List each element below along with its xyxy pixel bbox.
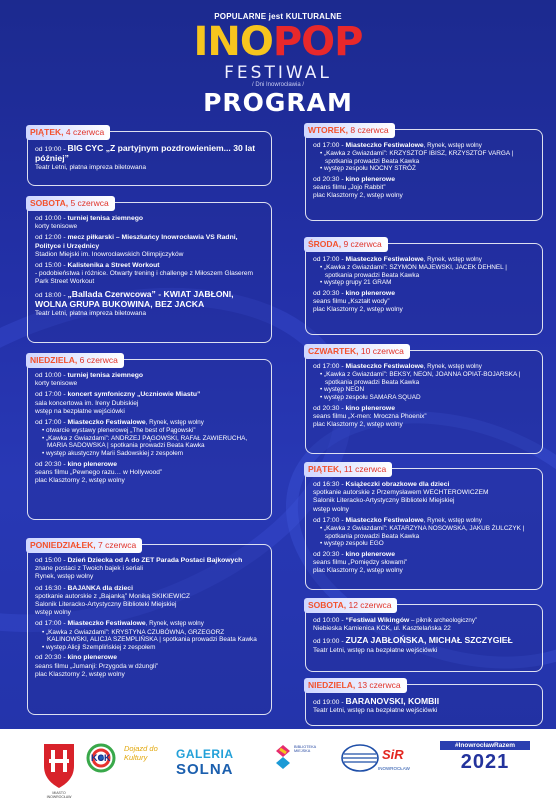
day-heading <box>304 237 388 252</box>
kck-logo <box>86 743 116 777</box>
dojazd-logo <box>124 745 168 762</box>
event-title: Miasteczko Festiwalowe <box>345 516 424 524</box>
event-time: od 18:00 - <box>35 291 68 299</box>
day-heading <box>304 678 407 693</box>
kck-text: KCK <box>91 753 111 763</box>
event-detail: , Rynek, wstęp wolny <box>423 363 482 370</box>
event-bullet <box>313 371 536 386</box>
event-time: od 17:00 - <box>35 391 68 399</box>
event-detail: , Rynek, wstęp wolny <box>423 516 482 524</box>
event-item <box>35 654 265 679</box>
day-separator: , <box>74 355 80 365</box>
event-title: kino plenerowe <box>67 460 117 468</box>
event-item <box>35 290 265 319</box>
galeria-solna-logo <box>176 747 234 778</box>
event-bullet <box>313 264 536 279</box>
event-heading <box>313 697 536 707</box>
bullet-text: występ akustyczny Marii Sadowskiej z zespołem <box>46 450 184 457</box>
event-title: kino plenerowe <box>345 550 395 558</box>
event-line: Niebieska Kamienica KCK, ul. Kasztelańska 22 <box>313 625 451 633</box>
event-heading <box>35 620 265 628</box>
day-date: 11 czerwca <box>343 464 387 474</box>
event-item <box>35 144 265 173</box>
bullet-text: „Kawka z Gwiazdami”: KRYSTYNA CZUBÓWNA, GRZEGORZ KALINOWSKI, ALICJA SZEMPLIŃSKA | spotkania prowadzi Beata Kawka <box>46 628 257 644</box>
event-bullet <box>313 279 536 287</box>
day-card <box>27 355 272 520</box>
event-heading <box>313 636 536 646</box>
event-heading <box>35 461 265 469</box>
event-heading <box>35 290 265 310</box>
event-heading <box>313 405 536 413</box>
event-line: wstęp wolny <box>313 505 349 513</box>
day-card <box>305 464 543 590</box>
bullet-icon: • <box>42 434 47 442</box>
event-bullet <box>35 450 265 458</box>
day-of-week: PIĄTEK <box>30 127 62 137</box>
event-heading <box>35 144 265 164</box>
event-title: ZUZA JABŁOŃSKA, MICHAŁ SZCZYGIEŁ <box>345 635 513 646</box>
event-line: seans filmu „X-men: Mroczna Phoenix” <box>313 412 427 420</box>
event-heading <box>313 176 536 184</box>
bullet-icon: • <box>42 643 47 651</box>
day-events <box>313 256 536 315</box>
day-separator: , <box>93 540 99 550</box>
razem-hashtag: #InowrocławRazem <box>440 741 530 750</box>
event-line: Salonik Literacko-Artystyczny Biblioteki Miejskiej <box>313 497 455 505</box>
logo-ino: INO <box>193 19 273 65</box>
event-bullet <box>313 525 536 540</box>
event-line: seans filmu „Pomiędzy słowami” <box>313 559 408 566</box>
event-title: “Festiwal Wikingów <box>345 617 410 624</box>
event-item <box>35 461 265 486</box>
event-line: spotkanie autorskie z Przemysławem WECHTEROWICZEM <box>313 489 489 497</box>
event-title: koncert symfoniczny „Uczniowie Miastu” <box>67 391 201 399</box>
event-time: od 10:00 - <box>313 617 346 624</box>
event-time: od 20:30 - <box>313 289 346 297</box>
bullet-icon: • <box>42 427 47 435</box>
event-time: od 20:30 - <box>313 550 346 558</box>
day-of-week: WTOREK <box>308 125 346 135</box>
event-time: od 16:30 - <box>35 584 68 592</box>
event-title: turniej tenisa ziemnego <box>67 372 144 379</box>
event-item <box>35 557 265 582</box>
event-line: - podobieństwa i różnice. Otwarty trening i challenge z Miłoszem Glaserem <box>35 270 254 278</box>
event-line: Salonik Literacko-Artystyczny Biblioteki Miejskiej <box>35 601 177 609</box>
bullet-icon: • <box>320 371 325 379</box>
event-title: Kalistenika a Street Workout <box>67 262 160 270</box>
bullet-text: występ zespołu SAMARA SQUAD <box>324 393 421 401</box>
event-line: wstęp wolny <box>35 609 71 617</box>
year-text: 2021 <box>460 751 510 773</box>
event-item <box>313 256 536 287</box>
event-title: Miasteczko Festiwalowe <box>67 620 146 628</box>
bullet-icon: • <box>42 628 47 636</box>
event-item <box>35 372 265 388</box>
event-time: od 19:00 - <box>313 699 346 706</box>
day-events <box>313 617 536 655</box>
dni-label: / Dni Inowrocławia / <box>251 82 305 88</box>
event-item <box>313 636 536 654</box>
event-bullet <box>35 629 265 644</box>
event-bullet <box>35 644 265 652</box>
program-title: PROGRAM <box>203 88 353 117</box>
bullet-text: występ zespołu EGO <box>324 540 384 548</box>
city-coat-of-arms-logo <box>40 741 78 799</box>
event-heading <box>313 617 536 625</box>
event-time: od 19:00 - <box>35 146 68 153</box>
event-line: plac Klasztorny 2, wstęp wolny <box>313 420 403 428</box>
bullet-icon: • <box>320 279 325 287</box>
event-title: BAJANKA dla dzieci <box>67 584 133 592</box>
event-detail: , Rynek, wstęp wolny <box>423 256 482 263</box>
event-heading <box>313 142 536 150</box>
event-line: znane postaci z Twoich bajek i seriali <box>35 565 143 573</box>
day-events <box>313 363 536 429</box>
day-heading <box>26 353 124 368</box>
day-separator: , <box>345 125 351 135</box>
day-separator: , <box>339 464 344 474</box>
event-line: Teatr Letni, wstęp na bezpłatne wejściówki <box>313 646 438 654</box>
event-time: od 17:00 - <box>313 256 346 263</box>
event-line: plac Klasztorny 2, wstęp wolny <box>313 567 403 575</box>
event-line: plac Klasztorny 2, wstęp wolny <box>313 306 403 314</box>
event-heading <box>313 517 536 525</box>
day-events <box>35 557 265 679</box>
razem-2021-logo <box>440 741 530 774</box>
bullet-text: „Kawka z Gwiazdami”: SZYMON MAJEWSKI, JACEK DEHNEL | spotkania prowadzi Beata Kawka <box>324 264 507 279</box>
day-separator: , <box>61 127 66 137</box>
library-text: BIBLIOTEKA MIEJSKA <box>294 745 316 754</box>
library-logo <box>272 741 328 777</box>
event-line: seans filmu „Kształt wody” <box>313 298 390 306</box>
event-heading <box>35 372 265 380</box>
event-bullet <box>313 150 536 165</box>
day-heading <box>304 462 392 477</box>
event-line: wstęp na bezpłatne wejściówki <box>35 407 125 415</box>
event-heading <box>35 585 265 593</box>
event-heading <box>35 654 265 662</box>
event-item <box>35 419 265 458</box>
event-title: turniej tenisa ziemnego <box>67 215 144 222</box>
event-bullet <box>313 165 536 173</box>
day-separator: , <box>343 600 349 610</box>
bullet-text: występ grupy 21 GRAM <box>324 279 392 287</box>
bullet-text: „Kawka z Gwiazdami”: ANDRZEJ PĄGOWSKI, RAFAŁ ZAWIERUCHA, MARIA SADOWSKA | spotkania prowadzi Beata Kawka <box>46 434 248 450</box>
bullet-text: „Kawka z Gwiazdami”: KATARZYNA NOSOWSKA, JAKUB ŻULCZYK | spotkania prowadzi Beata Kawka <box>324 525 525 540</box>
dojazd-text: Dojazd do Kultury <box>124 744 158 762</box>
day-events <box>313 142 536 201</box>
event-line: korty tenisowe <box>35 380 78 388</box>
event-title: kino plenerowe <box>67 654 117 662</box>
event-title: Miasteczko Festiwalowe <box>345 142 424 149</box>
event-time: od 10:00 - <box>35 372 68 379</box>
event-heading <box>313 481 536 489</box>
event-time: od 17:00 - <box>35 419 68 427</box>
day-card <box>27 127 272 186</box>
event-line: sala koncertowa im. Ireny Dubiskiej <box>35 399 139 407</box>
event-item <box>313 290 536 315</box>
day-card <box>27 540 272 715</box>
event-line: seans filmu „Jumanji: Przygoda w dżungli” <box>35 662 159 670</box>
day-card <box>305 239 543 335</box>
event-heading <box>35 557 265 565</box>
event-heading <box>35 391 265 399</box>
event-item <box>35 391 265 416</box>
event-line: Teatr Letni, wstęp na bezpłatne wejściówki <box>313 707 438 715</box>
event-item <box>313 617 536 633</box>
event-item <box>313 405 536 430</box>
event-line: korty tenisowe <box>35 223 78 231</box>
city-caption: MIASTO INOWROCŁAW <box>46 791 72 799</box>
day-separator: , <box>352 680 358 690</box>
event-detail: , Rynek, wstęp wolny <box>145 419 204 427</box>
day-separator: , <box>356 346 361 356</box>
event-item <box>35 620 265 651</box>
event-line: plac Klasztorny 2, wstęp wolny <box>35 670 125 678</box>
day-heading <box>304 598 397 613</box>
event-item <box>35 585 265 618</box>
day-of-week: NIEDZIELA <box>308 680 353 690</box>
event-time: od 12:00 - <box>35 234 68 242</box>
event-item <box>313 517 536 548</box>
bullet-icon: • <box>320 264 325 272</box>
event-item <box>313 697 536 715</box>
day-date: 10 czerwca <box>360 346 404 356</box>
event-item <box>313 176 536 201</box>
festival-logo <box>0 19 556 65</box>
event-bullet <box>35 435 265 450</box>
event-detail: , Rynek, wstęp wolny <box>145 620 204 628</box>
tagline: POPULARNE jest KULTURALNE <box>214 12 342 21</box>
event-line: seans filmu „Jojo Rabbit” <box>313 184 386 192</box>
event-bullet <box>313 386 536 394</box>
event-detail: – piknik archeologiczny” <box>409 617 478 624</box>
event-line: plac Klasztorny 2, wstęp wolny <box>35 477 125 484</box>
bullet-icon: • <box>320 165 325 173</box>
festiwal-label: FESTIWAL <box>224 63 332 83</box>
day-of-week: NIEDZIELA <box>30 355 75 365</box>
day-card <box>305 125 543 221</box>
event-heading <box>313 551 536 559</box>
day-date: 12 czerwca <box>348 600 392 610</box>
event-item <box>313 481 536 514</box>
event-item <box>313 142 536 173</box>
bullet-text: występ zespołu NOCNY STRÓŻ <box>324 165 416 173</box>
day-date: 4 czerwca <box>65 127 105 137</box>
day-card <box>305 680 543 726</box>
day-date: 6 czerwca <box>79 355 118 365</box>
event-item <box>313 363 536 402</box>
event-title: Miasteczko Festiwalowe <box>67 419 146 427</box>
event-time: od 17:00 - <box>313 142 346 149</box>
day-separator: , <box>338 239 344 249</box>
day-of-week: SOBOTA <box>308 600 344 610</box>
bullet-text: „Kawka z Gwiazdami”: KRZYSZTOF IBISZ, KRZYSZTOF VARGA | spotkania prowadzi Beata Kawka <box>324 150 514 165</box>
day-date: 8 czerwca <box>350 125 389 135</box>
logo-pop: POP <box>272 19 363 65</box>
sir-logo <box>340 743 414 773</box>
day-events <box>313 697 536 715</box>
event-title: kino plenerowe <box>345 289 395 297</box>
event-time: od 17:00 - <box>35 620 68 628</box>
event-bullet <box>313 394 536 402</box>
event-title: Miasteczko Festiwalowe <box>345 363 424 370</box>
event-title: Książeczki obrazkowe dla dzieci <box>345 481 450 488</box>
event-title: Dzień Dziecka od A do ZET Parada Postaci Bajkowych <box>67 557 243 564</box>
day-events <box>35 144 265 173</box>
day-date: 13 czerwca <box>357 680 401 690</box>
festival-header <box>0 0 556 118</box>
event-time: od 20:30 - <box>313 404 346 412</box>
event-line: Teatr Letni, płatna impreza biletowana <box>35 164 147 172</box>
event-time: od 17:00 - <box>313 363 346 370</box>
day-of-week: PONIEDZIAŁEK <box>30 540 94 550</box>
event-time: od 20:30 - <box>313 175 346 183</box>
day-heading <box>26 196 115 211</box>
event-time: od 19:00 - <box>313 638 346 646</box>
bullet-icon: • <box>320 386 325 394</box>
event-title: BIG CYC „Z partyjnym pozdrowieniem... 30 lat później” <box>35 143 256 164</box>
day-of-week: ŚRODA <box>308 239 339 249</box>
event-item <box>35 234 265 259</box>
galeria-text: GALERIA <box>176 747 234 761</box>
event-item <box>35 215 265 231</box>
event-item <box>313 551 536 576</box>
day-card <box>27 198 272 343</box>
event-time: od 20:30 - <box>35 460 68 468</box>
day-date: 7 czerwca <box>98 540 137 550</box>
sir-subtext: INOWROCŁAW <box>378 766 410 771</box>
bullet-icon: • <box>320 393 325 401</box>
day-date: 5 czerwca <box>70 198 109 208</box>
event-line: seans filmu „Pewnego razu… w Hollywood” <box>35 468 163 476</box>
event-detail: , Rynek, wstęp wolny <box>423 142 482 149</box>
solna-text: SOLNA <box>176 761 234 778</box>
event-line: Rynek, wstęp wolny <box>35 573 94 581</box>
event-time: od 17:00 - <box>313 516 346 524</box>
day-separator: , <box>65 198 71 208</box>
bullet-text: występ Alicji Szemplińskiej z zespołem <box>46 643 156 651</box>
day-of-week: SOBOTA <box>30 198 66 208</box>
bullet-icon: • <box>320 525 325 533</box>
event-line: Park Street Workout <box>35 278 95 286</box>
day-events <box>35 372 265 485</box>
event-heading <box>35 419 265 427</box>
event-heading <box>313 363 536 371</box>
event-line: Stadion Miejski im. Inowrocławskich Olimpijczyków <box>35 250 184 258</box>
day-card <box>305 346 543 454</box>
bullet-text: „Kawka z Gwiazdami”: BEKSY, NEON, JOANNA OPIAT-BOJARSKA | spotkania prowadzi Beata Kawka <box>324 371 521 386</box>
event-line: plac Klasztorny 2, wstęp wolny <box>313 192 403 200</box>
day-events <box>313 481 536 575</box>
event-time: od 15:00 - <box>35 557 68 564</box>
event-bullet <box>35 427 265 435</box>
event-title: Miasteczko Festiwalowe <box>345 256 424 263</box>
day-heading <box>304 344 410 359</box>
day-events <box>35 215 265 318</box>
event-heading <box>35 262 265 270</box>
event-heading <box>313 290 536 298</box>
day-heading <box>26 538 142 553</box>
event-line: Teatr Letni, płatna impreza biletowana <box>35 310 147 318</box>
bullet-icon: • <box>320 150 325 158</box>
event-title: „Ballada Czerwcowa” - KWIAT JABŁONI, WOLNA GRUPA BUKOWINA, BEZ JACKA <box>35 288 234 309</box>
event-title: kino plenerowe <box>345 175 395 183</box>
day-heading <box>26 125 110 140</box>
event-title: BARANOVSKI, KOMBII <box>345 696 440 706</box>
bullet-text: otwarcie wystawy plenerowej „The best of Pągowski” <box>46 427 196 435</box>
day-heading <box>304 123 395 138</box>
event-time: od 16:30 - <box>313 481 346 488</box>
event-item <box>35 262 265 287</box>
event-heading <box>35 234 265 250</box>
event-heading <box>313 256 536 264</box>
day-of-week: PIĄTEK <box>308 464 340 474</box>
event-time: od 20:30 - <box>35 654 68 662</box>
bullet-text: występ NEON <box>324 386 365 394</box>
event-heading <box>35 215 265 223</box>
event-title: kino plenerowe <box>345 404 395 412</box>
event-bullet <box>313 540 536 548</box>
sir-text: SiR <box>382 747 404 762</box>
event-title: mecz piłkarski – Mieszkańcy Inowrocławia VS Radni, Polityce i Urzędnicy <box>35 234 238 250</box>
day-date: 9 czerwca <box>343 239 382 249</box>
event-line: spotkanie autorskie z „Bajanką” Moniką SKIKIEWICZ <box>35 592 191 600</box>
sponsor-footer <box>0 729 556 800</box>
day-of-week: CZWARTEK <box>308 346 357 356</box>
event-time: od 10:00 - <box>35 215 68 222</box>
bullet-icon: • <box>320 540 325 548</box>
event-time: od 15:00 - <box>35 262 68 270</box>
day-card <box>305 600 543 672</box>
bullet-icon: • <box>42 450 47 457</box>
